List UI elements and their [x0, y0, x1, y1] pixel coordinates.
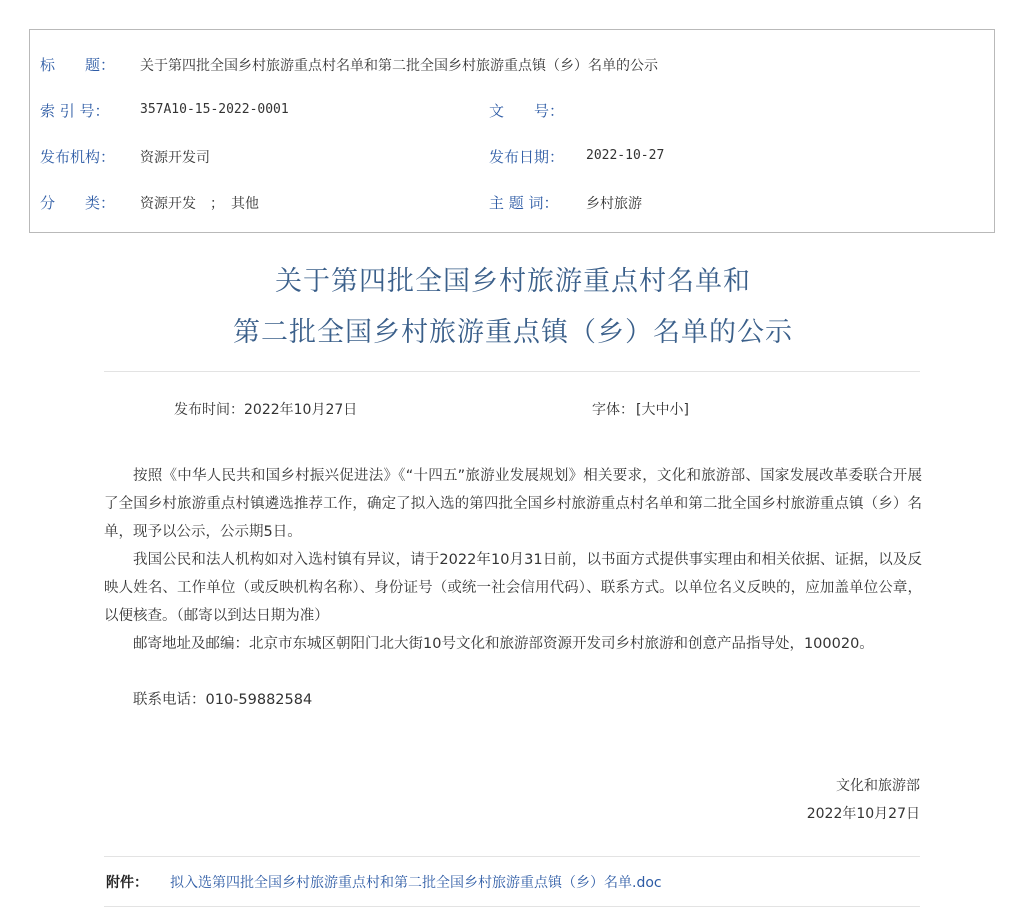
title-value: 关于第四批全国乡村旅游重点村名单和第二批全国乡村旅游重点镇（乡）名单的公示	[140, 58, 658, 74]
publisher-value: 资源开发司	[140, 150, 210, 166]
body-paragraph-1: 按照《中华人民共和国乡村振兴促进法》《“十四五”旅游业发展规划》相关要求，文化和旅游部、国家发展改革委联合开展了全国乡村旅游重点村镇遴选推荐工作，确定了拟入选的第四批全国乡村旅游重点村名单和第二批全国乡村旅游重点镇（乡）名单，现予以公示，公示期5日。	[104, 468, 922, 540]
attachment-divider-bottom	[104, 906, 920, 907]
font-size-control[interactable]: [大中小]	[636, 402, 689, 418]
body-paragraph-3: 邮寄地址及邮编：北京市东城区朝阳门北大街10号文化和旅游部资源开发司乡村旅游和创意产品指导处，100020。	[133, 636, 874, 652]
publish-time: 发布时间：2022年10月27日	[174, 402, 358, 418]
font-size-label: 字体：	[592, 402, 634, 418]
category-label: 分 类：	[40, 194, 116, 212]
index-label: 索 引 号：	[40, 102, 110, 120]
attachment-divider-top	[104, 856, 920, 857]
signature-org: 文化和旅游部	[836, 778, 920, 794]
article-title-line-1: 关于第四批全国乡村旅游重点村名单和	[275, 266, 751, 297]
keywords-label: 主 题 词：	[489, 194, 559, 212]
metadata-box	[29, 29, 995, 233]
attachment-link[interactable]: 拟入选第四批全国乡村旅游重点村和第二批全国乡村旅游重点镇（乡）名单.doc	[170, 875, 662, 891]
publisher-label: 发布机构：	[40, 148, 116, 166]
attachment-label: 附件：	[106, 875, 148, 891]
pubdate-label: 发布日期：	[489, 148, 565, 166]
docno-label: 文 号：	[489, 102, 565, 120]
body-paragraph-2: 我国公民和法人机构如对入选村镇有异议，请于2022年10月31日前，以书面方式提供事实理由和相关依据、证据，以及反映人姓名、工作单位（或反映机构名称）、身份证号（或统一社会信用代码）、联系方式。以单位名义反映的，应加盖单位公章，以便核查。（邮寄以到达日期为准）	[104, 552, 922, 624]
body-paragraph-4: 联系电话：010-59882584	[133, 692, 313, 708]
index-value: 357A10-15-2022-0001	[140, 102, 289, 117]
pubdate-value: 2022-10-27	[586, 148, 665, 163]
title-label: 标 题：	[40, 56, 116, 74]
title-divider	[104, 371, 920, 372]
category-value: 资源开发 ； 其他	[140, 196, 259, 212]
signature-date: 2022年10月27日	[806, 806, 920, 822]
article-title-line-2: 第二批全国乡村旅游重点镇（乡）名单的公示	[233, 317, 793, 348]
keywords-value: 乡村旅游	[586, 196, 642, 212]
